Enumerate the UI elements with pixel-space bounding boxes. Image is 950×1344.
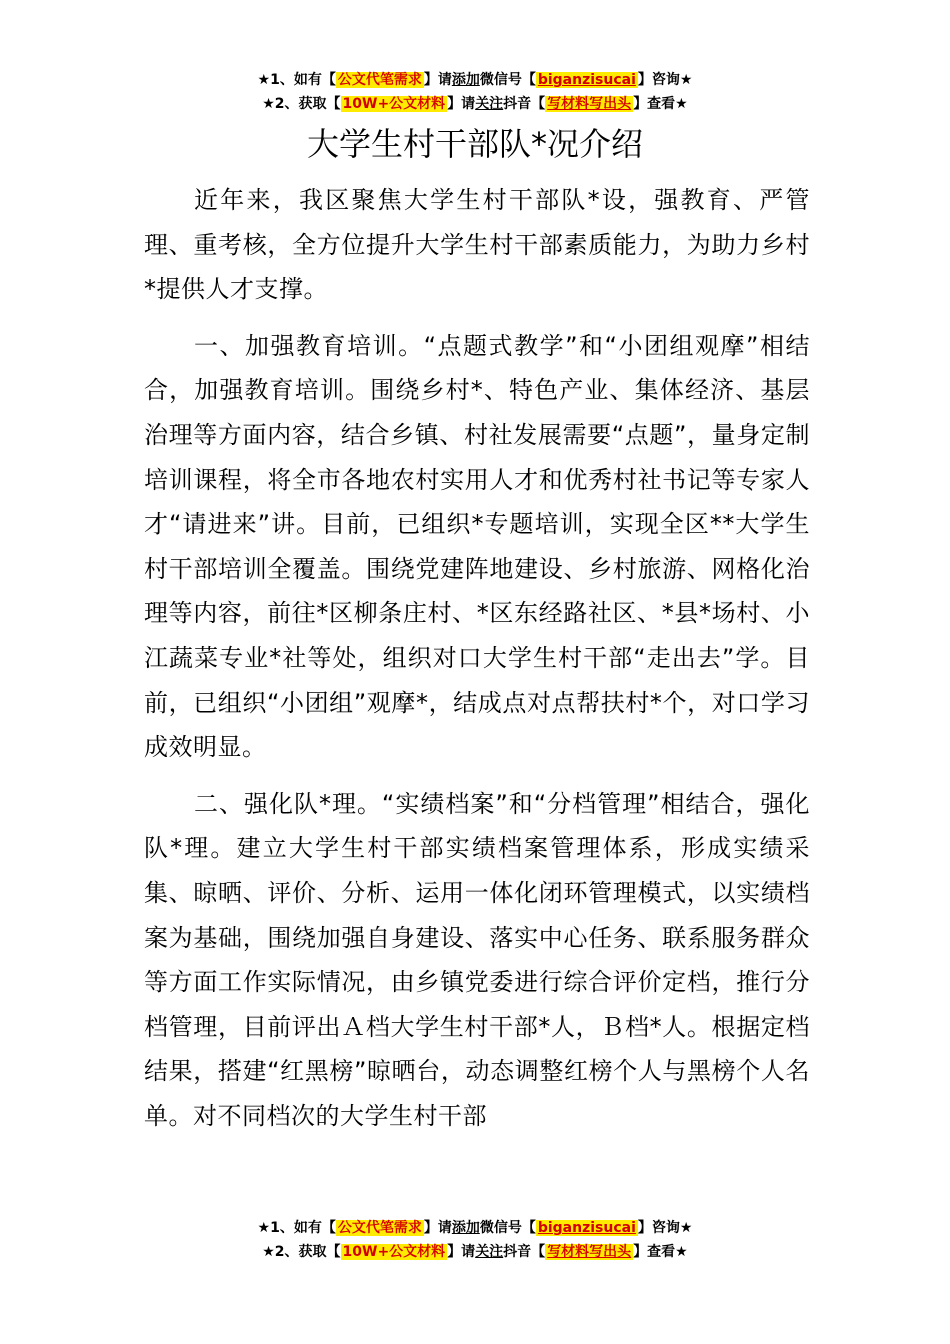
- banner-text: ★2、获取【: [262, 96, 341, 112]
- paragraph-section-2: 二、强化队*理。“实绩档案”和“分档管理”相结合，强化队*理。建立大学生村干部实绩档案管理体系，形成实绩采集、晾晒、评价、分析、运用一体化闭环管理模式，以实绩档案为基础，围绕加强自身建设、落实中心任务、联系服务群众等方面工作实际情况，由乡镇党委进行综合评价定档，推行分档管理，目前评出Ａ档大学生村干部*人，Ｂ档*人。根据定档结果，搭建“红黑榜”晾晒台，动态调整红榜个人与黑榜个人名单。对不同档次的大学生村干部: [144, 789, 810, 1130]
- banner-text: 】咨询★: [637, 72, 693, 88]
- header-banner: [0, 68, 950, 116]
- banner-line-2: [0, 1240, 950, 1264]
- banner-underline-text: 关注: [475, 1244, 504, 1260]
- banner-highlight: 公文代笔需求: [337, 1220, 422, 1236]
- document-title: 大学生村干部队*况介绍: [306, 125, 643, 163]
- banner-line-1: [0, 68, 950, 92]
- document-body: [144, 178, 810, 1150]
- banner-highlight: 10W+公文材料: [342, 1244, 446, 1260]
- banner-wechat-id: biganzisucai: [537, 72, 636, 88]
- banner-text: 抖音【: [503, 1244, 546, 1260]
- banner-underline-text: 添加: [451, 72, 480, 88]
- banner-text: 】请: [423, 72, 452, 88]
- banner-highlight: 公文代笔需求: [337, 72, 422, 88]
- banner-text: 微信号【: [479, 72, 536, 88]
- banner-line-2: [0, 92, 950, 116]
- banner-text: 抖音【: [503, 96, 546, 112]
- banner-underline-text: 关注: [475, 96, 504, 112]
- banner-text: 】查看★: [633, 96, 688, 112]
- banner-text: ★2、获取【: [262, 1244, 341, 1260]
- banner-line-1: [0, 1216, 950, 1240]
- banner-text: 】请: [447, 1244, 476, 1260]
- banner-highlight: 10W+公文材料: [342, 96, 446, 112]
- banner-text: 】请: [423, 1220, 452, 1236]
- banner-text: ★1、如有【: [257, 72, 336, 88]
- banner-text: 微信号【: [479, 1220, 536, 1236]
- banner-douyin-id: 写材料写出头: [547, 1244, 632, 1260]
- paragraph-intro: 近年来，我区聚焦大学生村干部队*设，强教育、严管理、重考核，全方位提升大学生村干部素质能力，为助力乡村*提供人才支撑。: [144, 186, 810, 304]
- footer-banner: [0, 1216, 950, 1264]
- banner-wechat-id: biganzisucai: [537, 1220, 636, 1236]
- banner-text: ★1、如有【: [257, 1220, 336, 1236]
- banner-text: 】请: [447, 96, 476, 112]
- banner-text: 】查看★: [633, 1244, 688, 1260]
- banner-douyin-id: 写材料写出头: [547, 96, 632, 112]
- paragraph-section-1: 一、加强教育培训。“点题式教学”和“小团组观摩”相结合，加强教育培训。围绕乡村*、特色产业、集体经济、基层治理等方面内容，结合乡镇、村社发展需要“点题”，量身定制培训课程，将全市各地农村实用人才和优秀村社书记等专家人才“请进来”讲。目前，已组织*专题培训，实现全区**大学生村干部培训全覆盖。围绕党建阵地建设、乡村旅游、网格化治理等内容，前往*区柳条庄村、*区东经路社区、*县*场村、小江蔬菜专业*社等处，组织对口大学生村干部“走出去”学。目前，已组织“小团组”观摩*，结成点对点帮扶村*个，对口学习成效明显。: [144, 331, 810, 762]
- banner-underline-text: 添加: [451, 1220, 480, 1236]
- banner-text: 】咨询★: [637, 1220, 693, 1236]
